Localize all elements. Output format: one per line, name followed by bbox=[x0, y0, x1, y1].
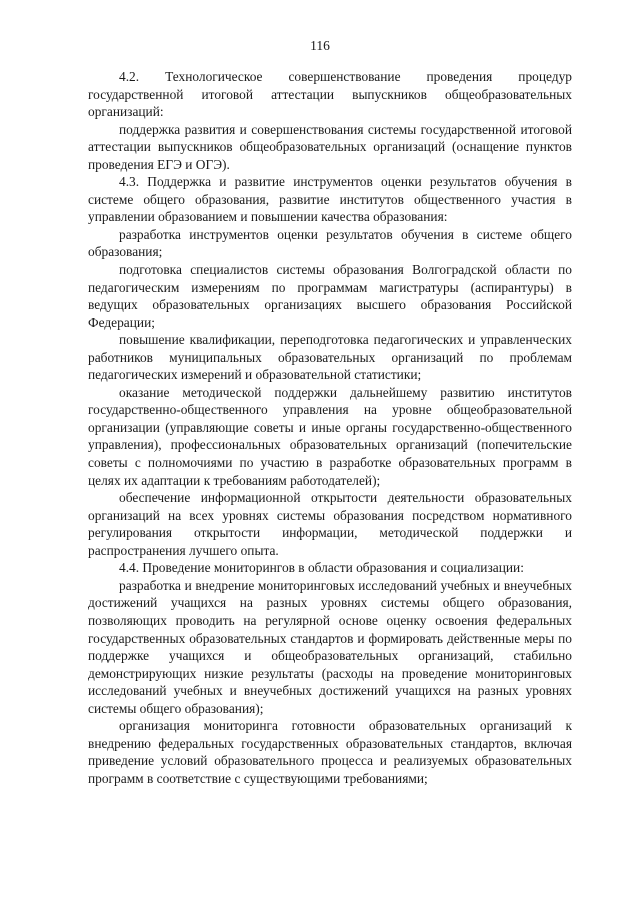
paragraph-4-4-item-readiness: организация мониторинга готовности образовательных организаций к внедрению федеральных государственных образовательных стандартов, включая приведение условий образовательного процесса и реализуемых образовательных программ в соответствие с существующими требованиями; bbox=[88, 718, 572, 786]
paragraph-4-3-heading: 4.3. Поддержка и развитие инструментов оценки результатов обучения в системе общего образования, развитие институтов общественного участия в управлении образованием и повышении качества образования: bbox=[88, 174, 572, 225]
paragraph-4-2-heading: 4.2. Технологическое совершенствование проведения процедур государственной итоговой аттестации выпускников общеобразовательных организаций: bbox=[88, 69, 572, 120]
paragraph-4-3-item-tools: разработка инструментов оценки результатов обучения в системе общего образования; bbox=[88, 226, 572, 260]
page-number: 116 bbox=[310, 38, 330, 53]
document-body bbox=[88, 68, 572, 787]
paragraph-4-4-item-monitoring: разработка и внедрение мониторинговых исследований учебных и внеучебных достижений учащихся на разных уровнях системы общего образования, позволяющих проводить на регулярной основе оценку освоения федеральных государственных образовательных стандартов и формировать действенные меры по поддержке учащихся и общеобразовательных организаций, стабильно демонстрирующих низкие результаты (расходы на проведение мониторинговых исследований учебных и внеучебных достижений учащихся на разных уровнях системы общего образования); bbox=[88, 577, 572, 716]
paragraph-4-2-item: поддержка развития и совершенствования системы государственной итоговой аттестации выпускников общеобразовательных организаций (оснащение пунктов проведения ЕГЭ и ОГЭ). bbox=[88, 121, 572, 172]
paragraph-4-4-heading: 4.4. Проведение мониторингов в области образования и социализации: bbox=[119, 560, 524, 576]
paragraph-4-3-item-qualification: повышение квалификации, переподготовка педагогических и управленческих работников муниципальных образовательных организаций по проблемам педагогических измерений и образовательной статистики; bbox=[88, 332, 572, 383]
paragraph-4-3-item-support: оказание методической поддержки дальнейшему развитию институтов государственно-общественного управления на уровне общеобразовательной организации (управляющие советы и иные органы государственно-общественного управления), профессиональных образовательных организаций (попечительские советы с полномочиями по участию в разработке образовательных программ в целях их адаптации к требованиям работодателей); bbox=[88, 384, 572, 488]
paragraph-4-3-item-openness: обеспечение информационной открытости деятельности образовательных организаций на всех уровнях системы образования посредством нормативного регулирования открытости информации, методической поддержки и распространения лучшего опыта. bbox=[88, 490, 572, 558]
paragraph-4-3-item-training: подготовка специалистов системы образования Волгоградской области по педагогическим измерениям по программам магистратуры (аспирантуры) в ведущих образовательных организациях высшего образования Российской Федерации; bbox=[88, 262, 572, 330]
